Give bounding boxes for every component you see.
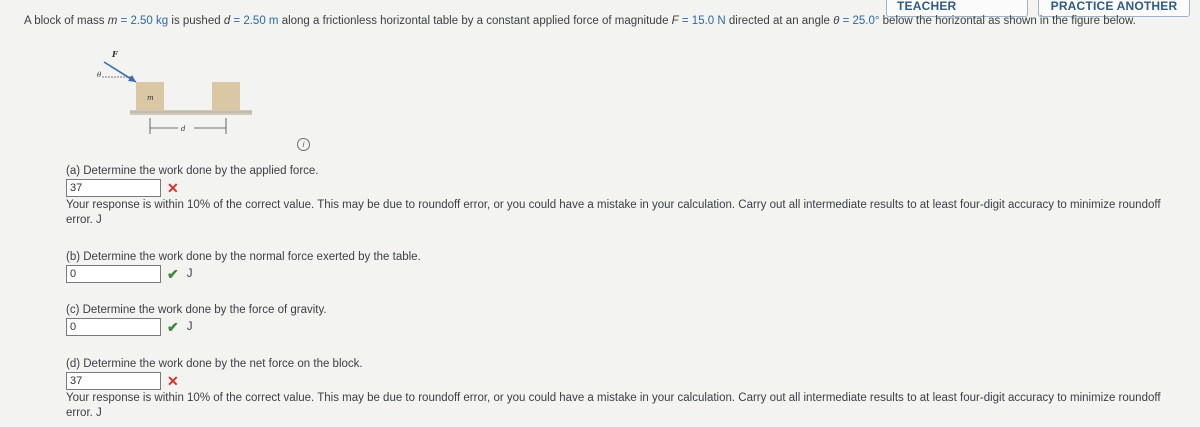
- force-variable: F: [671, 15, 679, 27]
- info-icon[interactable]: i: [297, 138, 310, 151]
- part-b-unit: J: [186, 268, 193, 280]
- part-d: [66, 357, 1176, 421]
- force-value: = 15.0 N: [678, 15, 726, 27]
- problem-figure: [92, 48, 272, 138]
- ask-teacher-button[interactable]: TEACHER: [886, 0, 1028, 17]
- block-final: [212, 82, 240, 110]
- angle-figure-label: θ: [97, 71, 102, 79]
- part-d-question: (d) Determine the work done by the net force on the block.: [66, 358, 363, 370]
- part-d-answer-row: [66, 373, 1176, 389]
- mass-value: = 2.50 kg: [117, 15, 169, 27]
- part-a: [66, 164, 1176, 228]
- practice-another-button[interactable]: PRACTICE ANOTHER: [1038, 0, 1190, 17]
- part-b-answer-row: [66, 266, 421, 282]
- distance-variable: d: [223, 15, 231, 27]
- part-d-answer-input[interactable]: [66, 372, 161, 390]
- part-a-answer-row: [66, 180, 1176, 196]
- part-a-answer-input[interactable]: [66, 179, 161, 197]
- part-c-question: (c) Determine the work done by the force of gravity.: [66, 304, 327, 316]
- distance-value: = 2.50 m: [230, 15, 279, 27]
- problem-statement: A block of mass m = 2.50 kg is pushed d = 2.50 m along a frictionless horizontal table by a constant applied force of magnitude F = 15.0 N directed at an angle θ = 25.0° below the horizontal as shown in the figure below.: [24, 15, 1136, 27]
- check-mark-icon: ✔: [167, 318, 179, 335]
- part-a-feedback: Your response is within 10% of the correct value. This may be due to roundoff error, or you could have a mistake in your calculation. Carry out all intermediate results to at least four-digit accuracy to minimize roundoff error. J: [66, 199, 1161, 226]
- check-mark-icon: ✔: [167, 265, 179, 282]
- force-figure-label: F: [112, 49, 118, 59]
- part-b-question: (b) Determine the work done by the normal force exerted by the table.: [66, 251, 421, 263]
- x-mark-icon: ✕: [167, 373, 179, 389]
- part-c-answer-input[interactable]: [66, 318, 161, 336]
- part-a-question: (a) Determine the work done by the applied force.: [66, 165, 319, 177]
- angle-variable: θ: [833, 15, 840, 27]
- mass-variable: m: [107, 15, 118, 27]
- part-b: [66, 250, 421, 282]
- part-c-unit: J: [186, 321, 193, 333]
- part-d-feedback: Your response is within 10% of the correct value. This may be due to roundoff error, or you could have a mistake in your calculation. Carry out all intermediate results to at least four-digit accuracy to minimize roundoff error. J: [66, 392, 1161, 419]
- part-c: [66, 303, 327, 335]
- angle-value: = 25.0°: [839, 15, 880, 27]
- mass-figure-label: m: [147, 94, 154, 102]
- distance-figure-label: d: [181, 125, 186, 133]
- x-mark-icon: ✕: [167, 180, 179, 196]
- part-b-answer-input[interactable]: [66, 265, 161, 283]
- part-c-answer-row: [66, 319, 327, 335]
